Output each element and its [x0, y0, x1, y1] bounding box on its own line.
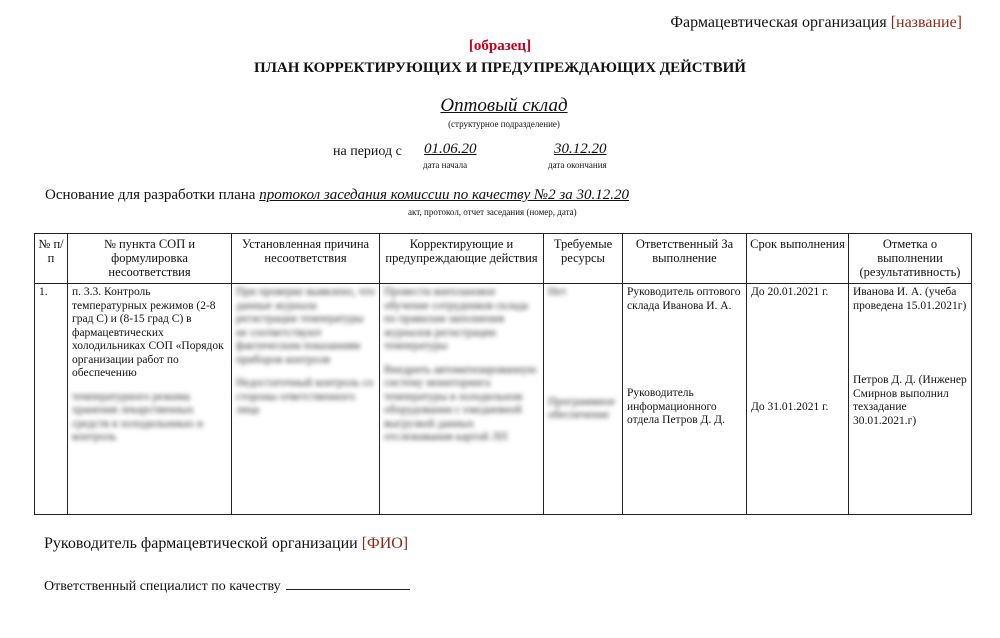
- header-actions: Корректирующие и предупреждающие действия: [380, 234, 544, 284]
- head-name-placeholder: [ФИО]: [361, 535, 409, 552]
- header-mark: Отметка о выполнении (результативность): [849, 234, 972, 284]
- specialist-signature-line: [44, 575, 410, 595]
- organization-label: Фармацевтическая организация: [670, 14, 887, 31]
- sop-text-blurred: температурного режима хранения лекарственных средств в холодильниках и контроль: [72, 390, 204, 443]
- term-2: До 31.01.2021 г.: [751, 400, 829, 413]
- actions-text-blurred-2: Внедрить автоматизированную систему мониторинга температуры в холодильном оборудовании с ежедневной выгрузкой данных: [384, 363, 537, 430]
- end-date-caption: дата окончания: [548, 160, 607, 170]
- signature-blank-line: [286, 575, 410, 590]
- period-label: на период с: [333, 144, 402, 159]
- cell-responsible: [623, 284, 747, 515]
- responsible-2: Руководитель информационного отдела Петров Д. Д.: [627, 387, 725, 426]
- specialist-label: Ответственный специалист по качеству: [44, 579, 281, 594]
- plan-basis: [45, 187, 629, 204]
- start-date: 01.06.20: [424, 141, 477, 157]
- actions-text-blurred: Провести внеплановое обучение сотрудников склада по правилам заполнения журналов регистрации температуры: [384, 286, 529, 352]
- plan-basis-caption: акт, протокол, отчет заседания (номер, дата): [408, 207, 577, 217]
- term-1: До 20.01.2021 г.: [751, 286, 829, 298]
- mark-1: Иванова И. А. (учеба проведена 15.01.2021г): [853, 286, 967, 312]
- cell-term: [747, 284, 849, 515]
- table-row: [35, 284, 972, 515]
- head-signature-line: [44, 535, 408, 553]
- cause-text-blurred-2: Недостаточный контроль со стороны ответственного лица: [236, 377, 374, 416]
- header-resources: Требуемые ресурсы: [544, 234, 623, 284]
- cell-num: 1.: [35, 284, 68, 515]
- plan-basis-label: Основание для разработки плана: [45, 187, 256, 203]
- action-plan-table: [34, 233, 972, 515]
- header-responsible: Ответственный За выполнение: [623, 234, 747, 284]
- cell-cause: [232, 284, 380, 515]
- structural-unit-caption: (структурное подразделение): [448, 119, 560, 129]
- header-term: Срок выполнения: [747, 234, 849, 284]
- start-date-caption: дата начала: [423, 160, 468, 170]
- responsible-1: Руководитель оптового склада Иванова И. А.: [627, 286, 741, 312]
- head-label: Руководитель фармацевтической организации: [44, 535, 358, 552]
- sample-mark: [образец]: [468, 38, 532, 54]
- header-num: № п/п: [35, 234, 68, 284]
- cell-sop: [68, 284, 232, 515]
- table-header-row: [35, 234, 972, 284]
- cell-mark: [849, 284, 972, 515]
- organization-name-placeholder: [название]: [890, 14, 962, 31]
- cell-resources: [544, 284, 623, 515]
- end-date: 30.12.20: [554, 141, 607, 157]
- resources-text-blurred: Нет: [548, 286, 567, 298]
- header-sop: № пункта СОП и формулировка несоответствия: [68, 234, 232, 284]
- document-title: ПЛАН КОРРЕКТИРУЮЩИХ И ПРЕДУПРЕЖДАЮЩИХ ДЕЙСТВИЙ: [254, 60, 746, 76]
- structural-unit: Оптовый склад: [440, 95, 568, 116]
- resources-text-blurred-2: Программное обеспечение: [548, 395, 616, 421]
- sop-text: п. 3.3. Контроль температурных режимов (2-8 град С) и (8-15 град С) в фармацевтических холодильниках СОП «Порядок организации работ по обеспечению: [72, 286, 224, 379]
- plan-basis-value: протокол заседания комиссии по качеству №2 за 30.12.20: [259, 187, 629, 203]
- actions-text-tail: отслеживания картой ЛП: [384, 431, 508, 443]
- mark-2: Петров Д. Д. (Инженер Смирнов выполнил техзадание 30.01.2021.г): [853, 374, 967, 427]
- cell-actions: [380, 284, 544, 515]
- header-cause: Установленная причина несоответствия: [232, 234, 380, 284]
- organization-line: [670, 14, 962, 32]
- cause-text-blurred: При проверке выявлено, что данные журнала регистрации температуры не соответствуют фактическим показаниям приборов контроля: [236, 286, 375, 366]
